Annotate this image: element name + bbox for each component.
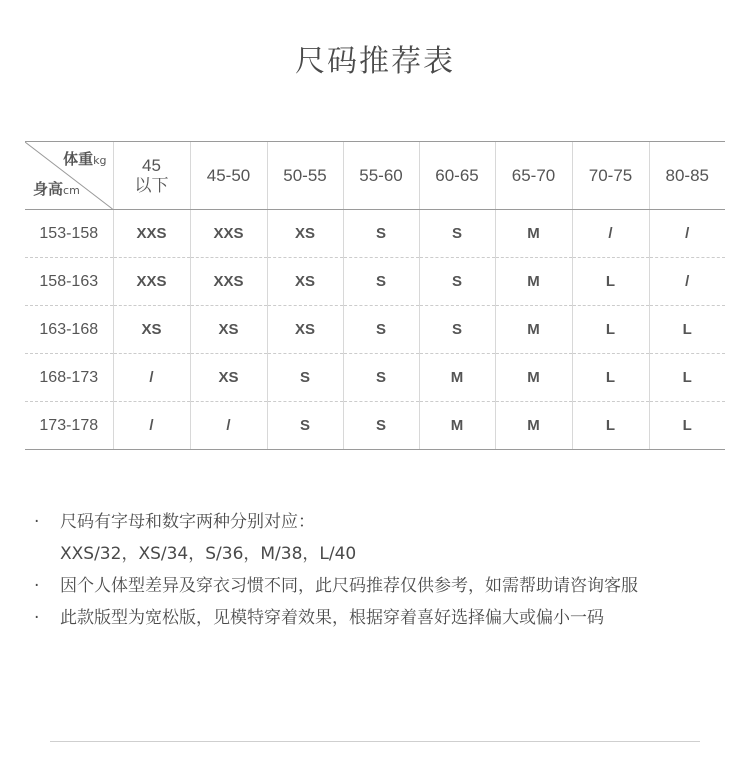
- table-row: [25, 210, 725, 258]
- size-cell: L: [649, 354, 725, 402]
- size-cell: XXS: [113, 258, 190, 306]
- size-cell: S: [267, 354, 343, 402]
- size-cell: XS: [267, 306, 343, 354]
- weight-column-header: 80-85: [649, 142, 725, 210]
- size-chart-table: [25, 141, 725, 450]
- note-text: 尺码有字母和数字两种分别对应：: [60, 512, 315, 532]
- weight-column-header: 45 以下: [113, 142, 190, 210]
- size-cell: L: [572, 306, 649, 354]
- height-range-cell: 168-173: [25, 354, 113, 402]
- note-item: [34, 506, 724, 570]
- weight-label-text: 体重: [63, 150, 94, 168]
- weight-unit-text: kg: [93, 154, 107, 167]
- size-cell: /: [113, 402, 190, 450]
- table-corner-cell: [25, 142, 113, 210]
- size-cell: M: [419, 402, 495, 450]
- size-cell: /: [649, 258, 725, 306]
- page-title: 尺码推荐表: [295, 44, 455, 79]
- size-cell: L: [649, 306, 725, 354]
- note-item: [34, 602, 724, 634]
- weight-axis-label: [63, 149, 106, 171]
- size-cell: L: [572, 402, 649, 450]
- weight-column-header: 45-50: [190, 142, 267, 210]
- height-range-cell: 158-163: [25, 258, 113, 306]
- size-cell: S: [343, 354, 419, 402]
- bullet-icon: ·: [34, 512, 40, 532]
- size-cell: M: [495, 306, 572, 354]
- size-cell: /: [649, 210, 725, 258]
- size-cell: L: [649, 402, 725, 450]
- size-cell: M: [495, 258, 572, 306]
- size-cell: S: [419, 210, 495, 258]
- size-cell: L: [572, 258, 649, 306]
- size-cell: M: [495, 210, 572, 258]
- size-cell: XXS: [190, 258, 267, 306]
- size-cell: XS: [190, 354, 267, 402]
- size-cell: XXS: [113, 210, 190, 258]
- size-cell: M: [495, 402, 572, 450]
- size-cell: /: [572, 210, 649, 258]
- table-row: [25, 402, 725, 450]
- weight-column-header: 70-75: [572, 142, 649, 210]
- height-axis-label: [33, 179, 80, 201]
- size-cell: XS: [113, 306, 190, 354]
- size-cell: M: [495, 354, 572, 402]
- note-subtext: XXS/32，XS/34，S/36，M/38，L/40: [60, 544, 357, 564]
- table-row: [25, 354, 725, 402]
- bullet-icon: ·: [34, 576, 40, 596]
- size-cell: S: [419, 306, 495, 354]
- table-row: [25, 306, 725, 354]
- size-cell: XS: [267, 258, 343, 306]
- size-cell: S: [343, 402, 419, 450]
- weight-column-header: 65-70: [495, 142, 572, 210]
- size-cell: S: [419, 258, 495, 306]
- note-text: 因个人体型差异及穿衣习惯不同，此尺码推荐仅供参考，如需帮助请咨询客服: [60, 576, 638, 596]
- size-cell: /: [113, 354, 190, 402]
- size-cell: S: [267, 402, 343, 450]
- size-cell: S: [343, 210, 419, 258]
- note-text: 此款版型为宽松版，见模特穿着效果，根据穿着喜好选择偏大或偏小一码: [60, 608, 604, 628]
- size-cell: XS: [267, 210, 343, 258]
- note-item: [34, 570, 724, 602]
- weight-column-header: 55-60: [343, 142, 419, 210]
- weight-column-header: 60-65: [419, 142, 495, 210]
- size-cell: M: [419, 354, 495, 402]
- height-range-cell: 173-178: [25, 402, 113, 450]
- height-label-text: 身高: [33, 180, 64, 198]
- size-cell: XS: [190, 306, 267, 354]
- size-notes: [34, 506, 724, 634]
- size-cell: /: [190, 402, 267, 450]
- size-cell: S: [343, 258, 419, 306]
- footer-divider: [50, 741, 700, 742]
- table-header-row: [25, 142, 725, 210]
- size-cell: XXS: [190, 210, 267, 258]
- height-range-cell: 163-168: [25, 306, 113, 354]
- table-row: [25, 258, 725, 306]
- size-cell: S: [343, 306, 419, 354]
- bullet-icon: ·: [34, 608, 40, 628]
- size-cell: L: [572, 354, 649, 402]
- height-unit-text: cm: [63, 184, 80, 197]
- height-range-cell: 153-158: [25, 210, 113, 258]
- weight-column-header: 50-55: [267, 142, 343, 210]
